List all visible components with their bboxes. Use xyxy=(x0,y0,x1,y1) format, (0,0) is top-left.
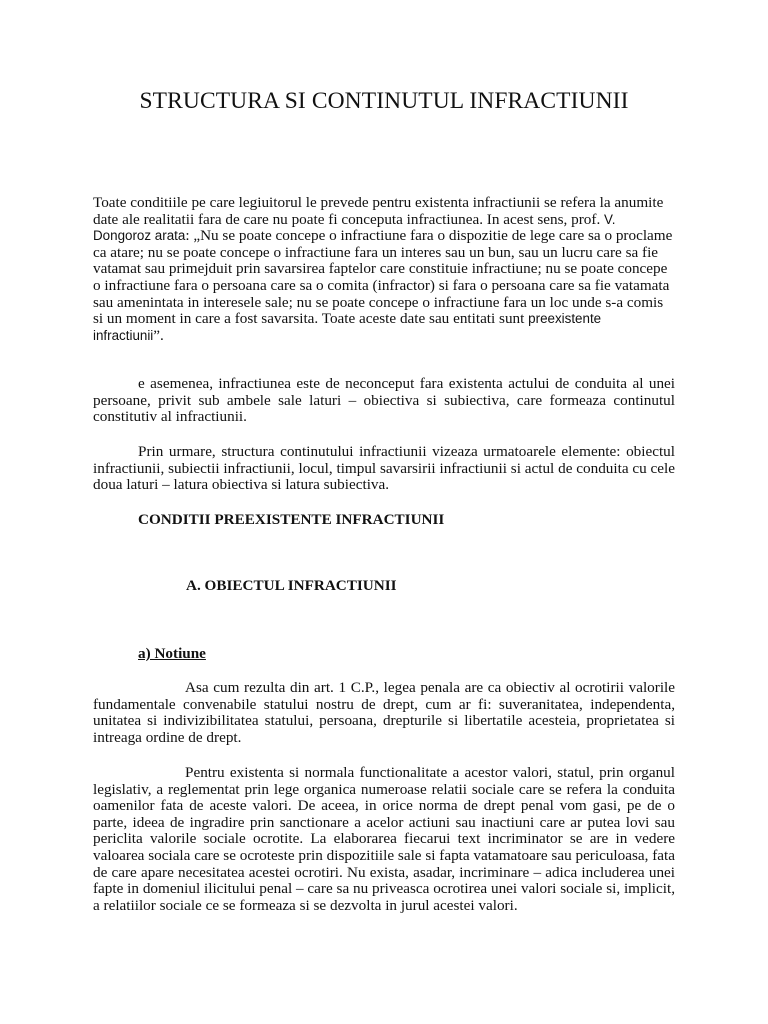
protection-paragraph: Pentru existenta si normala functionalitate a acestor valori, statul, prin organul legislativ, a reglementat prin lege organica numeroase relatii sociale care se refera la conduita oamenilor fata de aceste valori. De aceea, in orice norma de drept penal vom gasi, pe de o parte, ideea de ingradire prin sanctionare a acelor actiuni sau inactiuni care ar putea lovi sau periclita valorile sociale ocrotite. La elaborarea fiecarui text incriminator se are in vedere valoarea sociala care se ocroteste prin dispozitiile sale si fapta vatamatoare sau periculoasa, fata de care apare necesitatea acestei ocrotiri. Nu exista, asadar, incriminare – adica includerea unei fapte in domeniul ilicitului penal – care sa nu priveasca ocrotirea unei valori sociale si, implicit, a relatiilor sociale ce se formeaza si se dezvolta in jurul acestei valori. xyxy=(93,764,675,914)
quote-end: ”. xyxy=(153,326,164,344)
dongoroz-quote: : „Nu se poate concepe o infractiune fara o dispozitie de lege care sa o proclame ca atare; nu se poate concepe o infractiune fara un interes sau un bun, sau un lucru care sa fie vatamat sau primejduit prin savarsirea faptelor care constituie infractiune; nu se poate concepe o infractiune fara o persoana care sa o comita (infractor) si fara o persoana care sa fie vatamata sau amenintata in interesele sale; nu se poate concepe o infractiune fara un loc unde s-a comis si un moment in care a fost savarsita. Toate aceste date sau entitati sunt xyxy=(93,227,673,328)
subsection-heading-notion: a) Notiune xyxy=(138,645,206,662)
section-heading-object: A. OBIECTUL INFRACTIUNII xyxy=(186,577,397,594)
structure-paragraph: Prin urmare, structura continutului infractiunii vizeaza urmatoarele elemente: obiectul infractiunii, subiectii infractiunii, locul, timpul savarsirii infractiunii si actul de conduita cu cele doua laturi – latura obiectiva si latura subiectiva. xyxy=(93,443,675,494)
intro-paragraph xyxy=(93,195,675,344)
intro-text-a: Toate conditiile pe care legiuitorul le prevede pentru existenta infractiunii se refera la anumite date ale realitatii fara de care nu poate fi conceputa infractiunea. In acest sens, prof. xyxy=(93,194,664,228)
author-mention: V. Dongoroz arata xyxy=(93,211,616,244)
document-title: STRUCTURA SI CONTINUTUL INFRACTIUNII xyxy=(139,88,629,114)
preexisting-term: preexistente infractiunii xyxy=(93,311,602,343)
conduct-paragraph: e asemenea, infractiunea este de neconceput fara existenta actului de conduita al unei persoane, privit sub ambele sale laturi – obiectiva si subiectiva, care formeaza continutul constitutiv al infractiunii. xyxy=(93,375,675,426)
section-heading-conditions: CONDITII PREEXISTENTE INFRACTIUNII xyxy=(138,511,445,528)
legal-object-paragraph: Asa cum rezulta din art. 1 C.P., legea penala are ca obiectiv al ocrotirii valorile fundamentale convenabile statului nostru de drept, cum ar fi: suveranitatea, independenta, unitatea si indivizibilitatea statului, persoana, drepturile si libertatile acesteia, proprietatea si intreaga ordine de drept. xyxy=(93,679,675,746)
